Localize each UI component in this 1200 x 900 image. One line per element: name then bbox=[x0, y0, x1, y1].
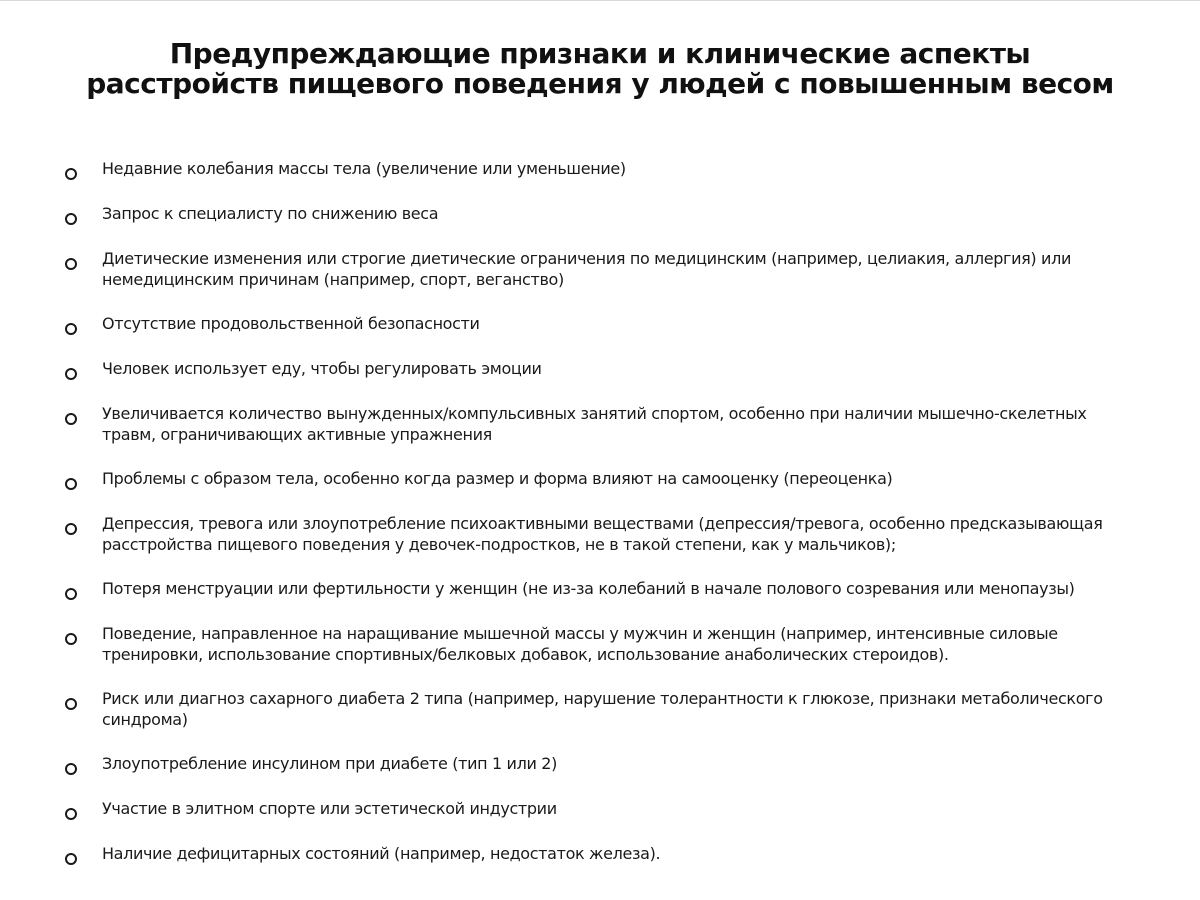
list-item-text: Поведение, направленное на наращивание мышечной массы у мужчин и женщин (например, интенсивные силовые тренировки, использование спортивных/белковых добавок, использование анаболических стероидов). bbox=[102, 624, 1058, 664]
list-item bbox=[0, 159, 1200, 208]
circle-bullet-icon bbox=[65, 258, 77, 270]
circle-bullet-icon bbox=[65, 808, 77, 820]
list-item-text: Проблемы с образом тела, особенно когда размер и форма влияют на самооценку (переоценка) bbox=[102, 469, 893, 488]
circle-bullet-icon bbox=[65, 588, 77, 600]
circle-bullet-icon bbox=[65, 368, 77, 380]
list-item bbox=[0, 689, 1200, 738]
circle-bullet-icon bbox=[65, 698, 77, 710]
list-item-text: Недавние колебания массы тела (увеличение или уменьшение) bbox=[102, 159, 626, 178]
list-item-text: Наличие дефицитарных состояний (например, недостаток железа). bbox=[102, 844, 661, 863]
list-item-text: Запрос к специалисту по снижению веса bbox=[102, 204, 439, 223]
list-item bbox=[0, 844, 1200, 893]
circle-bullet-icon bbox=[65, 168, 77, 180]
circle-bullet-icon bbox=[65, 413, 77, 425]
circle-bullet-icon bbox=[65, 633, 77, 645]
circle-bullet-icon bbox=[65, 523, 77, 535]
circle-bullet-icon bbox=[65, 853, 77, 865]
list-item bbox=[0, 469, 1200, 518]
circle-bullet-icon bbox=[65, 213, 77, 225]
page-title bbox=[40, 39, 1160, 99]
list-item-text: Отсутствие продовольственной безопасности bbox=[102, 314, 480, 333]
list-item bbox=[0, 249, 1200, 298]
list-item-text: Диетические изменения или строгие диетические ограничения по медицинским (например, целиакия, аллергия) или немедицинским причинам (например, спорт, веганство) bbox=[102, 249, 1071, 289]
list-item bbox=[0, 754, 1200, 803]
list-item bbox=[0, 204, 1200, 253]
list-item bbox=[0, 514, 1200, 563]
list-item-text: Потеря менструации или фертильности у женщин (не из-за колебаний в начале полового созревания или менопаузы) bbox=[102, 579, 1075, 598]
circle-bullet-icon bbox=[65, 478, 77, 490]
page-title-line-1: Предупреждающие признаки и клинические аспекты bbox=[169, 37, 1031, 70]
list-item bbox=[0, 404, 1200, 453]
list-item bbox=[0, 359, 1200, 408]
page-title-line-2: расстройств пищевого поведения у людей с повышенным весом bbox=[86, 67, 1114, 100]
list-item bbox=[0, 579, 1200, 628]
list-item bbox=[0, 624, 1200, 673]
list-item-text: Риск или диагноз сахарного диабета 2 типа (например, нарушение толерантности к глюкозе, признаки метаболического синдрома) bbox=[102, 689, 1103, 729]
circle-bullet-icon bbox=[65, 323, 77, 335]
list-item bbox=[0, 314, 1200, 363]
list-item-text: Депрессия, тревога или злоупотребление психоактивными веществами (депрессия/тревога, особенно предсказывающая расстройства пищевого поведения у девочек-подростков, не в такой степени, как у мальчиков); bbox=[102, 514, 1103, 554]
list-item-text: Злоупотребление инсулином при диабете (тип 1 или 2) bbox=[102, 754, 557, 773]
circle-bullet-icon bbox=[65, 763, 77, 775]
list-item-text: Человек использует еду, чтобы регулировать эмоции bbox=[102, 359, 542, 378]
list-item bbox=[0, 799, 1200, 848]
list-item-text: Участие в элитном спорте или эстетической индустрии bbox=[102, 799, 557, 818]
list-item-text: Увеличивается количество вынужденных/компульсивных занятий спортом, особенно при наличии мышечно-скелетных травм, ограничивающих активные упражнения bbox=[102, 404, 1087, 444]
